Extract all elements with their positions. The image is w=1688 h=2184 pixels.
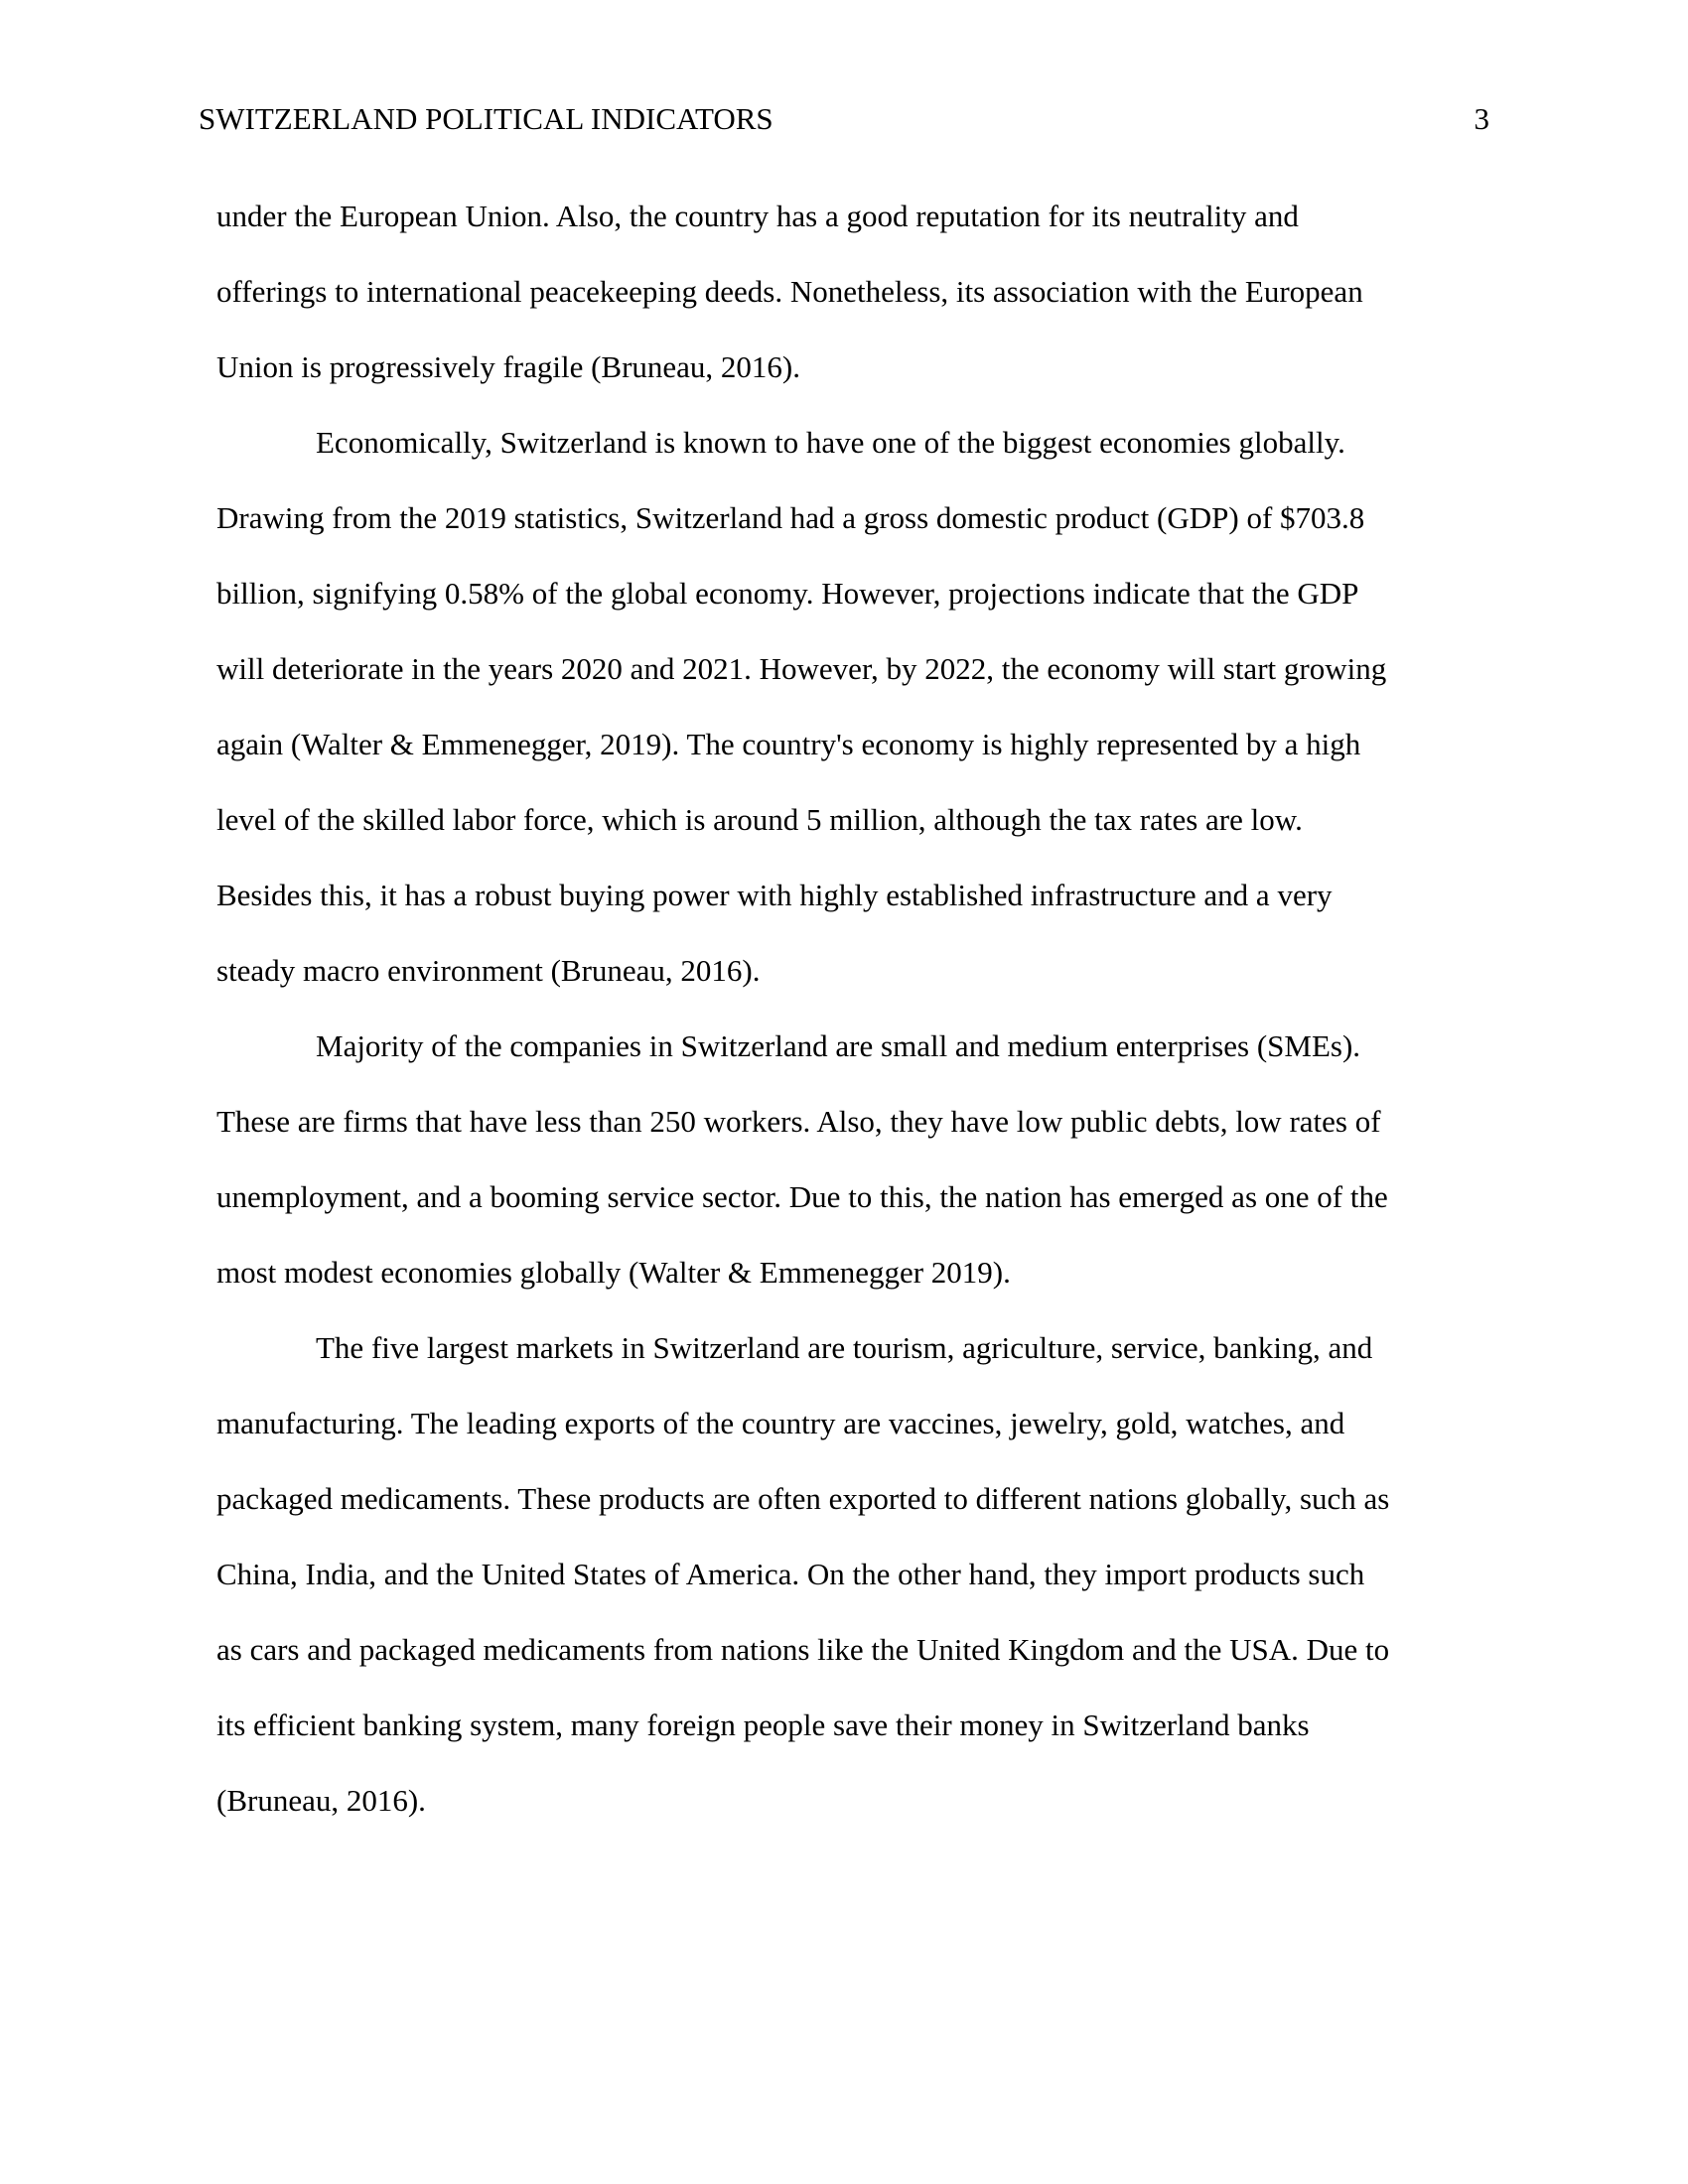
paragraph-4 — [216, 1326, 1487, 1854]
text-line: offerings to international peacekeeping deeds. Nonetheless, its association with the European — [216, 274, 1363, 309]
text-line: again (Walter & Emmenegger, 2019). The country's economy is highly represented by a high — [216, 727, 1361, 761]
text-line: The five largest markets in Switzerland are tourism, agriculture, service, banking, and — [316, 1330, 1373, 1365]
text-line: most modest economies globally (Walter & Emmenegger 2019). — [216, 1255, 1011, 1290]
text-line: packaged medicaments. These products are often exported to different nations globally, such as — [216, 1481, 1390, 1516]
text-line: under the European Union. Also, the country has a good reputation for its neutrality and — [216, 199, 1299, 233]
text-line: steady macro environment (Bruneau, 2016). — [216, 953, 761, 988]
text-line: (Bruneau, 2016). — [216, 1783, 426, 1818]
paragraph-1 — [216, 195, 1487, 421]
text-line: Majority of the companies in Switzerland are small and medium enterprises (SMEs). — [316, 1028, 1361, 1063]
text-line: China, India, and the United States of America. On the other hand, they import products such — [216, 1557, 1365, 1591]
text-line: its efficient banking system, many foreign people save their money in Switzerland banks — [216, 1707, 1310, 1742]
text-line: manufacturing. The leading exports of the country are vaccines, jewelry, gold, watches, and — [216, 1406, 1345, 1440]
text-line: Besides this, it has a robust buying power with highly established infrastructure and a very — [216, 878, 1333, 912]
text-line: Economically, Switzerland is known to have one of the biggest economies globally. — [316, 425, 1345, 460]
text-line: These are firms that have less than 250 workers. Also, they have low public debts, low rates of — [216, 1104, 1381, 1139]
text-line: as cars and packaged medicaments from nations like the United Kingdom and the USA. Due to — [216, 1632, 1390, 1667]
body-text — [216, 195, 1487, 1854]
text-line: will deteriorate in the years 2020 and 2021. However, by 2022, the economy will start growing — [216, 651, 1387, 686]
paragraph-3 — [216, 1024, 1487, 1326]
page-number: 3 — [1474, 101, 1489, 136]
text-line: billion, signifying 0.58% of the global economy. However, projections indicate that the GDP — [216, 576, 1359, 611]
text-line: unemployment, and a booming service sector. Due to this, the nation has emerged as one of the — [216, 1179, 1388, 1214]
text-line: level of the skilled labor force, which is around 5 million, although the tax rates are low. — [216, 802, 1303, 837]
text-line: Drawing from the 2019 statistics, Switzerland had a gross domestic product (GDP) of $703.8 — [216, 500, 1365, 535]
running-head: SWITZERLAND POLITICAL INDICATORS — [199, 101, 774, 136]
paragraph-2 — [216, 421, 1487, 1024]
text-line: Union is progressively fragile (Bruneau, 2016). — [216, 349, 801, 384]
